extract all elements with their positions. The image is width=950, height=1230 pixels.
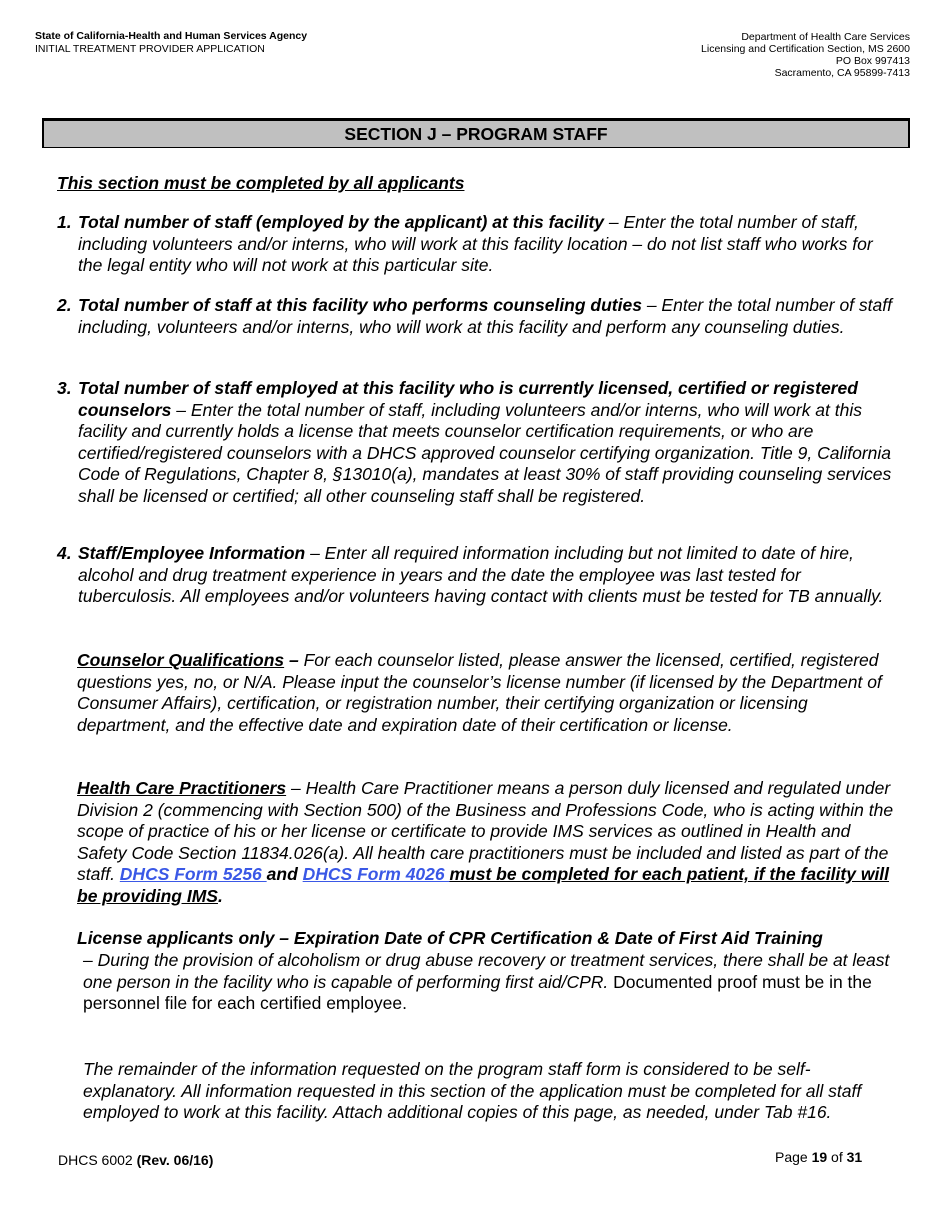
header-address [701,31,910,79]
item-number: 2. [57,295,72,315]
item-title: Total number of staff at this facility who performs counseling duties [78,295,642,315]
form-title: INITIAL TREATMENT PROVIDER APPLICATION [35,43,265,55]
item-2 [57,295,897,338]
hcp-text: – Health Care Practitioner means a person duly licensed and regulated under Division 2 (commencing with Section 500) of the Business and Professions Code, who is acting within the scope of practice of his or her license or certificate to provide IMS services as outlined in Health and Safety Code Section 11834.026(a). All health care practitioners must be included and listed as part of the staff. [77,778,894,884]
item-title: Total number of staff employed at this facility who is currently licensed, certified or registered counselors [78,378,858,420]
hcp-tail: must be completed for each patient, if the facility will be providing IMS [77,864,890,906]
page-current: 19 [811,1149,828,1165]
item-text: – Enter the total number of staff including, volunteers and/or interns, who will work at this facility and perform any counseling duties. [78,295,892,337]
counselor-title: Counselor Qualifications [77,650,285,670]
hcp-and: and [266,864,303,884]
counselor-dash: – [284,650,299,670]
item-text: – Enter the total number of staff, including volunteers and/or interns, who will work at this facility location – do not list staff who works for the legal entity who will not work at this particular site. [78,212,873,275]
item-title: Staff/Employee Information [78,543,306,563]
license-plain-text: Documented proof must be in the personnel file for each certified employee. [83,971,872,1013]
page-of: of [827,1149,847,1165]
footer-form-number [58,1152,213,1168]
item-title: Total number of staff (employed by the applicant) at this facility [78,212,605,232]
form-revision: (Rev. 06/16) [136,1152,214,1168]
item-text: – Enter all required information including but not limited to date of hire, alcohol and drug treatment experience in years and the date the employee was last tested for tuberculosis. All employees and/or volunteers having contact with clients must be tested for TB annually. [78,543,884,606]
page-total: 31 [846,1149,863,1165]
license-applicants-body [83,950,898,1015]
item-4 [57,543,897,608]
header-left [35,30,307,56]
dhcs-form-5256-link[interactable]: DHCS Form 5256 [119,864,267,884]
form-number: DHCS 6002 [58,1152,137,1168]
footer-page-number [775,1149,862,1165]
city-zip: Sacramento, CA 95899-7413 [774,67,910,79]
health-care-practitioners [77,778,897,907]
item-1 [57,212,897,277]
hcp-title: Health Care Practitioners [77,778,287,798]
counselor-qualifications [77,650,897,736]
page-label: Page [775,1149,812,1165]
section-title: SECTION J – PROGRAM STAFF [42,118,910,148]
item-text: – Enter the total number of staff, including volunteers and/or interns, who will work at this facility and currently holds a license that meets counselor certification requirements, or who are certified/registered counselors with a DHCS approved counselor certifying organization. Title 9, California Code of Regulations, Chapter 8, §13010(a), mandates at least 30% of staff providing counseling services shall be licensed or certified; all other counseling staff shall be registered. [78,399,892,506]
item-number: 1. [57,212,72,232]
counselor-text: For each counselor listed, please answer the licensed, certified, registered questions yes, no, or N/A. Please input the counselor’s license number (if licensed by the Department of Consumer Affairs), certification, or registration number, their certifying organization or licensing department, and the effective date and expiration date of their certification or license. [77,650,882,735]
license-italic-text: – During the provision of alcoholism or drug abuse recovery or treatment services, there shall be at least one person in the facility who is capable of performing first aid/CPR. [83,950,890,992]
license-applicants-title: License applicants only – Expiration Date of CPR Certification & Date of First Aid Training [77,928,823,948]
item-number: 4. [57,543,72,563]
agency-name: State of California-Health and Human Services Agency [35,30,308,42]
item-number: 3. [57,378,72,398]
item-3 [57,378,897,507]
hcp-period: . [217,885,223,906]
po-box: PO Box 997413 [835,55,910,67]
dept-section: Licensing and Certification Section, MS 2600 [701,43,910,55]
remainder-text: The remainder of the information requested on the program staff form is considered to be self-explanatory. All information requested in this section of the application must be completed for all staff employed to work at this facility. Attach additional copies of this page, as needed, under Tab #16. [83,1059,862,1122]
intro-text: This section must be completed by all applicants [57,173,465,193]
dhcs-form-4026-link[interactable]: DHCS Form 4026 [302,864,450,884]
dept-name: Department of Health Care Services [741,31,910,43]
